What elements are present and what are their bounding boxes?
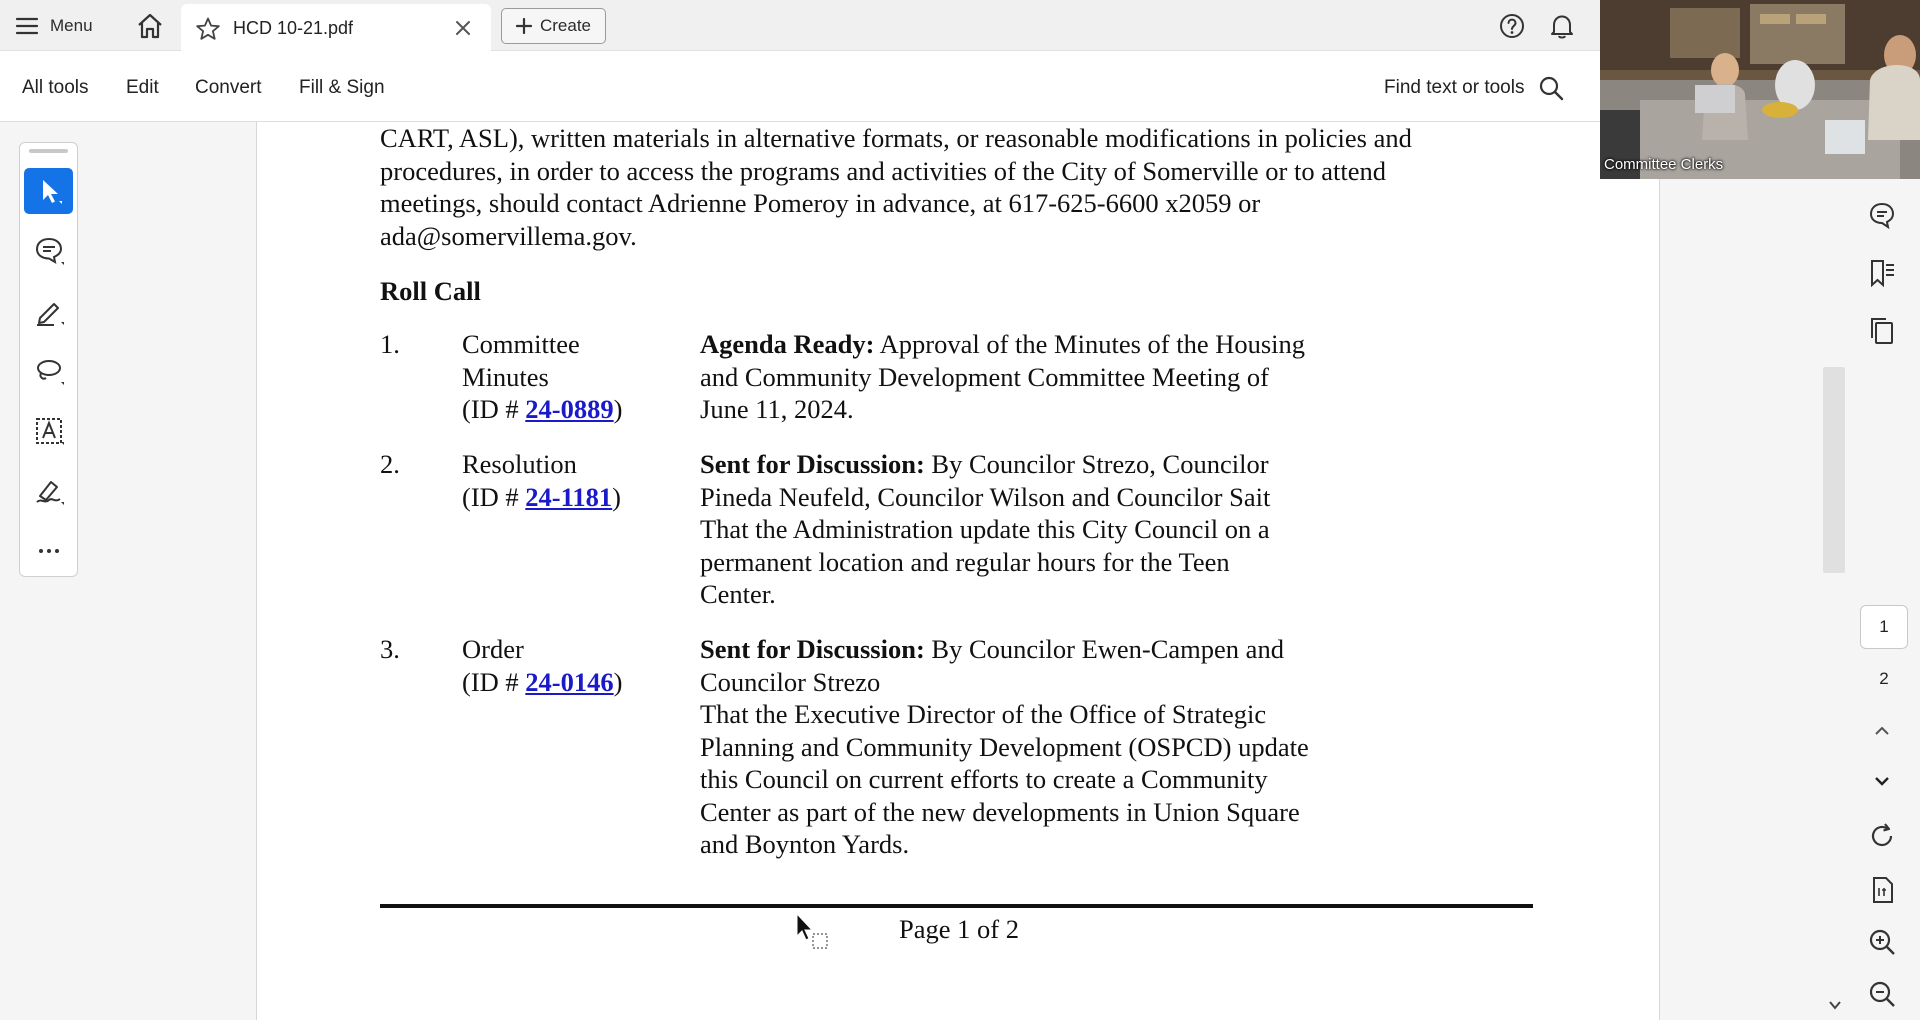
page-thumbnails-button[interactable] [1862,311,1902,351]
page-thumb-2[interactable]: 2 [1879,669,1889,688]
search-icon [1538,75,1564,101]
footer-divider [380,904,1533,908]
sign-tool-button[interactable] [24,468,73,514]
notification-bell-icon[interactable] [1548,12,1576,40]
item-id-link[interactable]: 24-0146 [525,666,614,697]
item-description: Sent for Discussion: By Councilor Ewen-Campen and Councilor Strezo That the Executive Director of the Office of Strategic Planning and Community Development (OSPCD) update this Council on current efforts to create a Community Center as part of the new developments in Union Square and Boynton Yards. [700,634,1309,859]
zoom-out-icon [1866,978,1898,1010]
create-label: Create [539,16,592,35]
fill-sign-menu[interactable]: Fill & Sign [299,77,385,98]
select-tool-button[interactable] [24,168,73,214]
item-id: (ID # 24-0146) [462,666,623,697]
home-button[interactable] [132,10,168,42]
zoom-in-icon [1866,926,1898,958]
item-id-link[interactable]: 24-1181 [525,481,613,512]
pen-icon [32,294,66,328]
next-page-button[interactable] [1862,761,1902,801]
previous-page-button[interactable] [1862,711,1902,751]
item-type [462,448,652,513]
signature-pen-icon [32,474,66,508]
left-pane [0,122,257,1020]
item-type [462,328,652,426]
rotate-clockwise-icon [1866,820,1898,852]
text-select-tool-button[interactable] [24,408,73,454]
tab-bar [0,0,1600,51]
edit-menu[interactable]: Edit [126,77,159,98]
mouse-cursor-icon [793,912,833,952]
item-id: (ID # 24-0889) [462,394,623,424]
item-description: Agenda Ready: Approval of the Minutes of the Housing and Community Development Committee Meeting of June 11, 2024. [700,329,1306,424]
page-thumb-1[interactable]: 1 [1860,605,1908,649]
item-status: Agenda Ready: [700,329,875,359]
tab-document[interactable] [181,4,491,51]
item-type [462,633,652,698]
fit-page-button[interactable] [1862,870,1902,910]
star-icon[interactable] [195,16,221,42]
all-tools-menu[interactable]: All tools [22,77,89,98]
item-type-line: Committee [462,329,580,359]
item-id: (ID # 24-1181) [462,481,621,512]
find-text-or-tools[interactable] [1384,75,1564,101]
zoom-in-button[interactable] [1862,922,1902,962]
vertical-scrollbar-thumb[interactable] [1823,367,1845,573]
video-participant-label: Committee Clerks [1604,156,1724,173]
item-status: Sent for Discussion: [700,634,925,664]
comment-tool-button[interactable] [24,228,73,274]
item-status: Sent for Discussion: [700,449,925,479]
intro-line: procedures, in order to access the programs and activities of the City of Somerville or to attend [380,155,1386,186]
convert-menu[interactable]: Convert [195,77,262,98]
chevron-down-icon [1866,765,1898,797]
more-horizontal-icon [32,534,66,568]
item-number: 1. [380,329,400,359]
intro-line: CART, ASL), written materials in alternative formats, or reasonable modifications in policies and [380,123,1412,153]
comment-icon [32,234,66,268]
intro-line: ada@somervillema.gov. [380,220,637,251]
cursor-arrow-icon [32,174,66,208]
plus-icon [516,18,532,34]
intro-line: meetings, should contact Adrienne Pomeroy in advance, at 617-625-6600 x2059 or [380,188,1261,218]
item-type-line: Order [462,634,524,664]
accessibility-paragraph [380,122,1532,252]
meeting-room-image [1600,0,1920,179]
video-feed [1600,0,1920,179]
roll-call-heading: Roll Call [380,276,481,306]
item-description: Sent for Discussion: By Councilor Strezo, Councilor Pineda Neufeld, Councilor Wilson and Councilor Sait That the Administration update this City Council on a permanent location and regular hours for the Teen Center. [700,449,1271,609]
text-box-icon [32,414,66,448]
lasso-icon [32,354,66,388]
item-type-line: Minutes [462,361,549,392]
find-label: Find text or tools [1384,77,1525,98]
item-type-line: Resolution [462,449,577,479]
chevron-up-icon [1866,715,1898,747]
item-number: 2. [380,449,400,479]
scroll-down-icon[interactable] [1828,998,1842,1012]
help-icon[interactable] [1498,12,1526,40]
highlight-tool-button[interactable] [24,288,73,334]
page-footer: Page 1 of 2 [899,914,1019,944]
item-id-link[interactable]: 24-0889 [525,394,614,424]
comments-panel-button[interactable] [1862,196,1902,236]
home-icon [136,12,164,40]
more-tools-button[interactable] [24,528,73,574]
quick-tools-rail [19,142,78,577]
create-button[interactable] [501,8,606,44]
hamburger-icon [14,13,40,39]
document-viewport[interactable] [257,122,1659,1020]
pages-icon [1866,315,1898,347]
bookmarks-panel-button[interactable] [1862,253,1902,293]
bookmark-list-icon [1866,257,1898,289]
rotate-button[interactable] [1862,816,1902,856]
main-toolbar [0,51,1600,122]
zoom-out-button[interactable] [1862,974,1902,1014]
comments-icon [1866,200,1898,232]
pdf-page [257,122,1659,1020]
item-number: 3. [380,634,400,664]
rail-drag-handle[interactable] [29,149,68,153]
tab-title: HCD 10-21.pdf [233,18,354,38]
menu-button[interactable] [14,8,93,44]
menu-label: Menu [50,16,93,35]
close-icon[interactable] [453,18,473,38]
page-fit-icon [1866,874,1898,906]
draw-tool-button[interactable] [24,348,73,394]
